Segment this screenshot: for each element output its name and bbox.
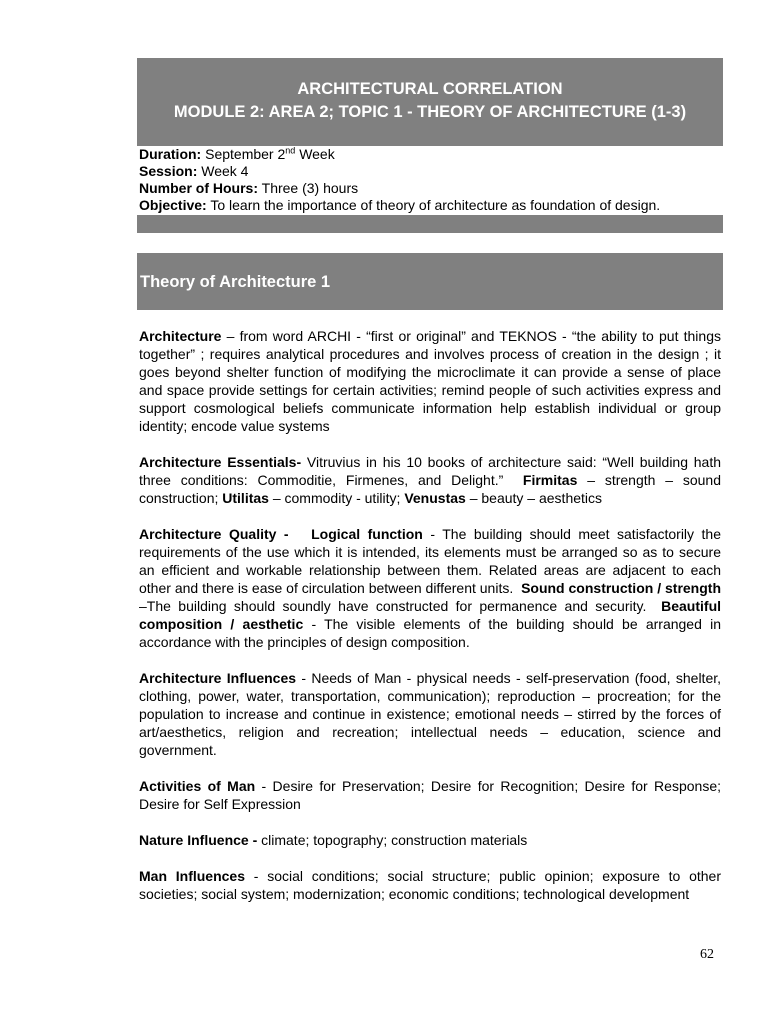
duration-value-end: Week [299,146,335,162]
module-meta [139,146,729,214]
term-firmitas: Firmitas [522,472,578,488]
divider-strip [137,215,723,233]
term-nature: Nature Influence - [139,832,258,848]
session-label: Session: [139,163,198,179]
paragraph-nature [139,831,721,849]
header-title: ARCHITECTURAL CORRELATION [297,80,563,98]
term-essentials: Architecture Essentials- [139,454,302,470]
term-beautiful-composition: Beautiful composition / aesthetic [139,598,722,632]
paragraph-man [139,867,721,903]
text-nature: climate; topography; construction materials [261,832,528,848]
text-quality-1: - The building should meet satisfactorily the requirements of the use which it is intended, its elements must be arranged so as to secure an efficient and workable relationship between them. Related areas are adjacent to each other and there is ease of circulation between different units. [139,526,722,596]
objective-row [139,197,729,214]
objective-value: To learn the importance of theory of architecture as foundation of design. [210,197,661,213]
duration-value: September 2 [205,146,286,162]
text-essentials-2: – strength – sound construction; [139,472,721,506]
paragraph-quality [139,525,721,651]
hours-row [139,180,729,197]
text-activities: - Desire for Preservation; Desire for Recognition; Desire for Response; Desire for Self Expression [139,778,721,812]
hours-label: Number of Hours: [139,180,258,196]
term-logical-function: Logical function [311,526,423,542]
term-sound-construction: Sound construction / strength [521,580,721,596]
session-value: Week 4 [201,163,249,179]
body-content [139,327,721,921]
term-utilitas: Utilitas [222,490,269,506]
paragraph-influences [139,669,721,759]
duration-suffix: nd [285,145,296,156]
term-quality: Architecture Quality - [139,526,289,542]
term-venustas: Venustas [404,490,466,506]
session-row [139,163,729,180]
paragraph-essentials [139,453,721,507]
paragraph-architecture [139,327,721,435]
text-essentials-3: – commodity - utility; [272,490,401,506]
text-essentials-1: Vitruvius in his 10 books of architecture said: “Well building hath three conditions: Commoditie, Firmenes, and Delight.” [139,454,721,488]
duration-row [139,146,729,163]
section-header [137,253,723,310]
paragraph-activities [139,777,721,813]
text-quality-2: –The building should soundly have constructed for permanence and security. [139,598,647,614]
duration-label: Duration: [139,146,202,162]
objective-label: Objective: [139,197,207,213]
text-quality-3: - The visible elements of the building should be arranged in accordance with the principles of design composition. [139,616,721,650]
term-architecture: Architecture [139,328,222,344]
term-activities: Activities of Man [139,778,256,794]
term-man: Man Influences [139,868,246,884]
text-man: - social conditions; social structure; public opinion; exposure to other societies; social system; modernization; economic conditions; technological development [139,868,721,902]
text-architecture: – from word ARCHI - “first or original” and TEKNOS - “the ability to put things together” ; requires analytical procedures and involves process of creation in the design ; it goes beyond shelter function of modifying the microclimate it can provide a sense of place and space provide settings for certain activities; remind people of such activities express and support cosmological beliefs communicate information help establish individual or group identity; encode value systems [139,328,721,434]
term-influences: Architecture Influences [139,670,297,686]
header-subtitle: MODULE 2: AREA 2; TOPIC 1 - THEORY OF ARCHITECTURE (1-3) [173,103,687,121]
text-influences: - Needs of Man - physical needs - self-preservation (food, shelter, clothing, power, water, transportation, communication); reproduction – procreation; for the population to increase and continue in existence; emotional needs – stirred by the forces of art/aesthetics, religion and recreation; intellectual needs – education, science and government. [139,670,722,758]
text-essentials-4: – beauty – aesthetics [469,490,603,506]
hours-value: Three (3) hours [261,180,359,196]
section-title: Theory of Architecture 1 [140,273,331,291]
page-number: 62 [700,947,714,962]
document-header-banner [137,58,723,146]
